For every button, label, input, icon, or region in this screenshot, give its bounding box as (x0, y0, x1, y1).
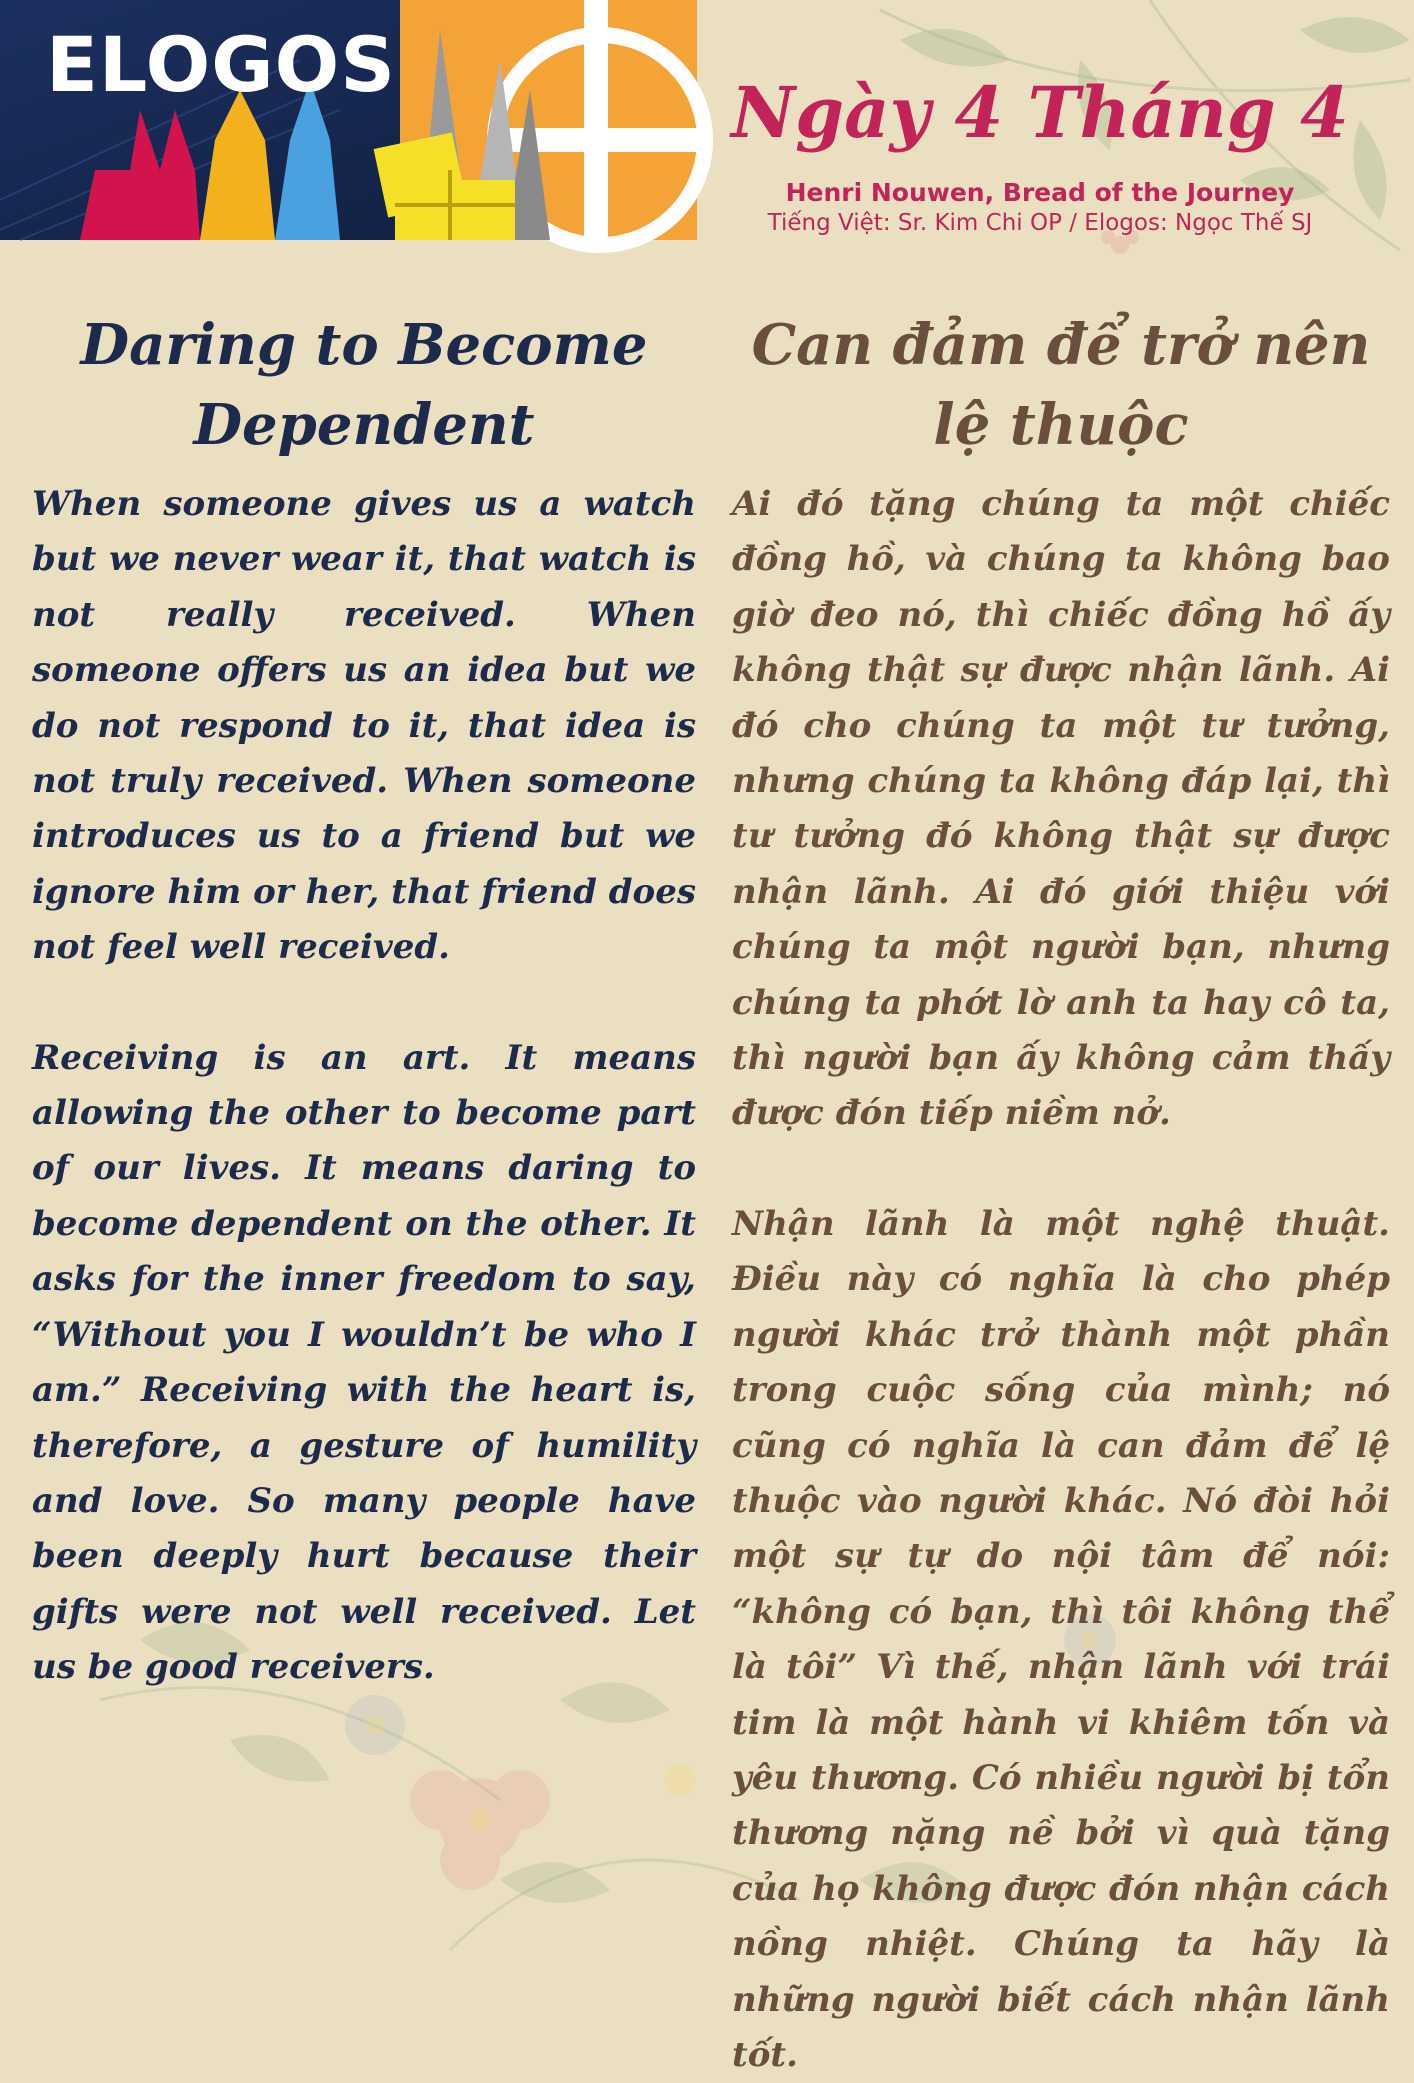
english-paragraph: Receiving is an art. It means allowing the other to become part of our lives. It means daring to become dependent on the other. It asks for the inner freedom to say, “Without you I wouldn’t be who I am.” Receiving with the heart is, therefore, a gesture of humility and love. So many people have been deeply hurt because their gifts were not well received. Let us be good receivers. (32, 1037, 696, 1688)
translation-credit: Tiếng Việt: Sr. Kim Chi OP / Elogos: Ngọc Thế SJ (767, 210, 1313, 236)
source-credit: Henri Nouwen, Bread of the Journey (785, 178, 1295, 207)
english-title: Daring to Become Dependent (80, 312, 648, 458)
english-paragraph: When someone gives us a watch but we never wear it, that watch is not really received. When someone offers us an idea but we do not respond to it, that idea is not truly received. When someone introduces us to a friend but we ignore him or her, that friend does not feel well received. (32, 484, 696, 968)
vietnamese-paragraph: Nhận lãnh là một nghệ thuật. Điều này có nghĩa là cho phép người khác trở thành một phần trong cuộc sống của mình; nó cũng có nghĩa là can đảm để lệ thuộc vào người khác. Nó đòi hỏi một sự tự do nội tâm để nói: “không có bạn, thì tôi không thể là tôi” Vì thế, nhận lãnh với trái tim là một hành vi khiêm tốn và yêu thương. Có nhiều người bị tổn thương nặng nề bởi vì quà tặng của họ không được đón nhận cách nồng nhiệt. Chúng ta hãy là những người biết cách nhận lãnh tốt. (732, 1203, 1390, 2075)
vietnamese-paragraph: Ai đó tặng chúng ta một chiếc đồng hồ, và chúng ta không bao giờ đeo nó, thì chiếc đồng hồ ấy không thật sự được nhận lãnh. Ai đó cho chúng ta một tư tưởng, nhưng chúng ta không đáp lại, thì tư tưởng đó không thật sự được nhận lãnh. Ai đó giới thiệu với chúng ta một người bạn, nhưng chúng ta phớt lờ anh ta hay cô ta, thì người bạn ấy không cảm thấy được đón tiếp niềm nở. (732, 484, 1390, 1134)
vietnamese-title: Can đảm để trở nên lệ thuộc (751, 312, 1371, 458)
logo-text: ELOGOS (46, 20, 396, 109)
vietnamese-column (732, 305, 1390, 2083)
elogos-logo-banner (0, 0, 697, 240)
date-title: Ngày 4 Tháng 4 (731, 71, 1349, 154)
english-column (32, 305, 696, 1696)
